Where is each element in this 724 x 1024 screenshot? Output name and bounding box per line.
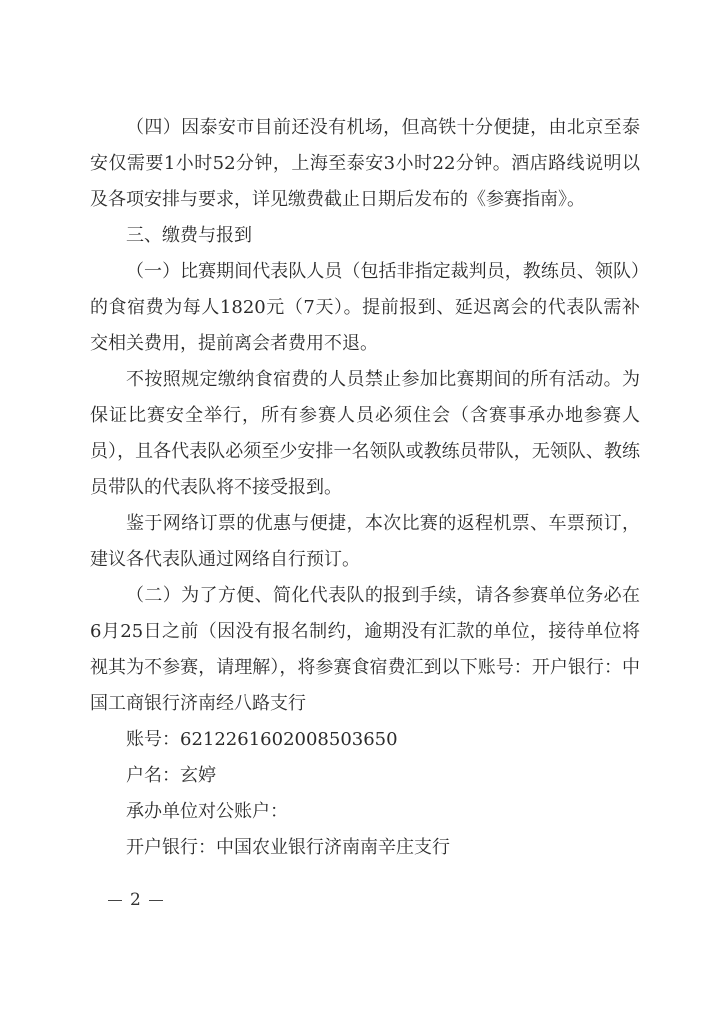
account-name-line: 户名：玄婷 (126, 765, 216, 786)
paragraph-fee: （一）比赛期间代表队人员（包括非指定裁判员，教练员、领队）的食宿费为每人1820元（7天）。提前报到、延迟离会的代表队需补交相关费用，提前离会者费用不退。 (90, 261, 640, 354)
page-footer (108, 890, 163, 910)
paragraph-rules: 不按照规定缴纳食宿费的人员禁止参加比赛期间的所有活动。为保证比赛安全举行，所有参赛人员必须住会（含赛事承办地参赛人员），且各代表队必须至少安排一名领队或教练员带队，无领队、教练员带队的代表队将不接受报到。 (90, 369, 640, 498)
section-heading-payment: 三、缴费与报到 (126, 225, 252, 246)
bank-name-line: 开户银行：中国农业银行济南南辛庄支行 (126, 837, 450, 858)
paragraph-ticketing: 鉴于网络订票的优惠与便捷，本次比赛的返程机票、车票预订，建议各代表队通过网络自行预订。 (90, 513, 640, 570)
paragraph-registration: （二）为了方便、简化代表队的报到手续，请各参赛单位务必在6月25日之前（因没有报名制约，逾期没有汇款的单位，接待单位将视其为不参赛，请理解），将参赛食宿费汇到以下账号：开户银行：中国工商银行济南经八路支行 (90, 585, 640, 714)
page-number: 2 (130, 890, 141, 910)
paragraph-transport-info: （四）因泰安市目前还没有机场，但高铁十分便捷，由北京至泰安仅需要1小时52分钟，上海至泰安3小时22分钟。酒店路线说明以及各项安排与要求，详见缴费截止日期后发布的《参赛指南》。 (90, 117, 640, 210)
footer-dash-left (108, 900, 122, 901)
document-body (90, 110, 640, 866)
corporate-account-heading: 承办单位对公账户： (126, 801, 288, 822)
footer-dash-right (149, 900, 163, 901)
account-number-line: 账号：6212261602008503650 (126, 729, 398, 750)
